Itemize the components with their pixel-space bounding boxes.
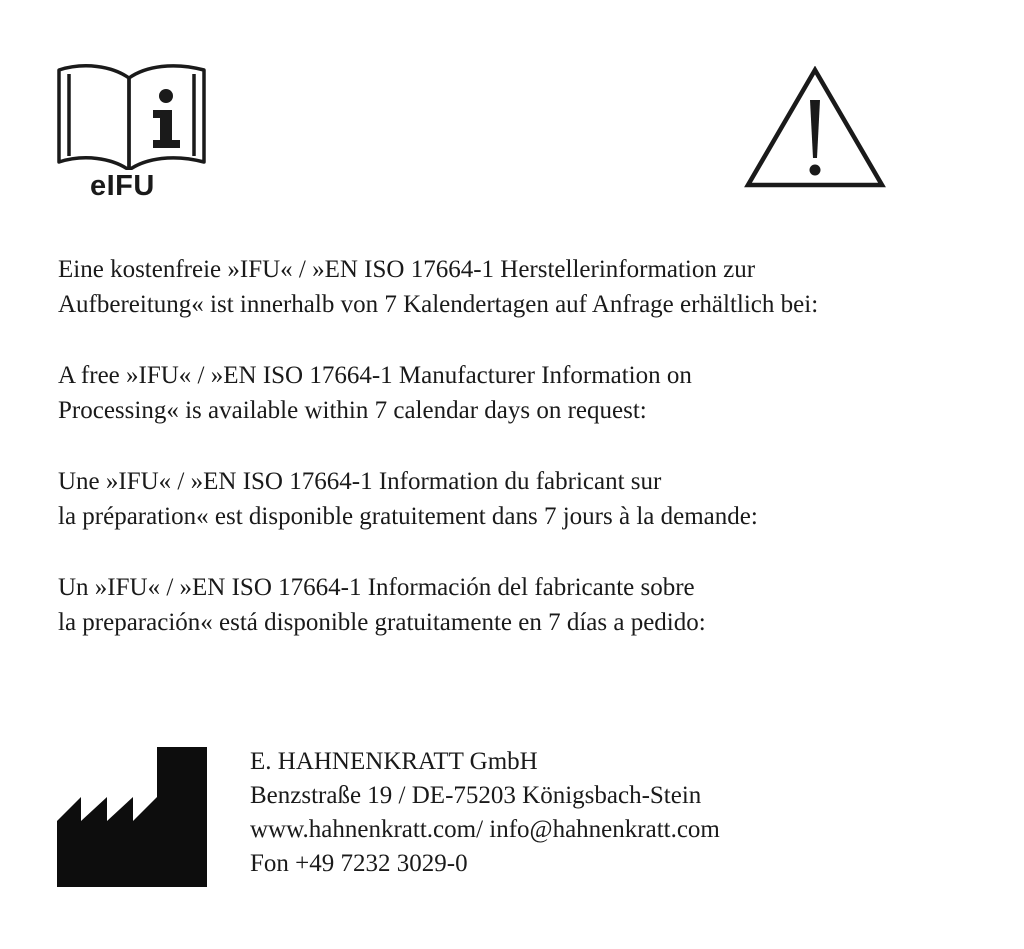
manufacturer-symbol [57, 747, 207, 892]
eifu-symbol [54, 60, 210, 210]
text-line: A free »IFU« / »EN ISO 17664-1 Manufacturer Information on [58, 362, 692, 389]
book-info-icon [54, 60, 210, 170]
paragraph-english [58, 358, 998, 428]
text-line: Une »IFU« / »EN ISO 17664-1 Information du fabricant sur [58, 468, 662, 495]
ifu-notice-text [58, 252, 998, 676]
text-line: la preparación« está disponible gratuitamente en 7 días a pedido: [58, 609, 706, 636]
text-line: Un »IFU« / »EN ISO 17664-1 Información del fabricante sobre [58, 574, 695, 601]
info-stem [153, 110, 180, 148]
warning-triangle-icon [744, 66, 886, 190]
eifu-label: eIFU [90, 170, 155, 202]
phone-number: Fon +49 7232 3029-0 [250, 850, 468, 877]
paragraph-french [58, 464, 998, 534]
web-email: www.hahnenkratt.com/ info@hahnenkratt.com [250, 816, 720, 843]
text-line: Processing« is available within 7 calendar days on request: [58, 397, 647, 424]
paragraph-german [58, 252, 998, 322]
text-line: Aufbereitung« ist innerhalb von 7 Kalendertagen auf Anfrage erhältlich bei: [58, 291, 819, 318]
text-line: Eine kostenfreie »IFU« / »EN ISO 17664-1 Herstellerinformation zur [58, 256, 756, 283]
paragraph-spanish [58, 570, 998, 640]
manufacturer-address [250, 745, 720, 881]
factory-icon [57, 747, 207, 887]
text-line: la préparation« est disponible gratuitement dans 7 jours à la demande: [58, 503, 758, 530]
company-name: E. HAHNENKRATT GmbH [250, 748, 538, 775]
caution-symbol [744, 66, 886, 195]
info-dot [159, 89, 173, 103]
street-address: Benzstraße 19 / DE-75203 Königsbach-Stein [250, 782, 702, 809]
